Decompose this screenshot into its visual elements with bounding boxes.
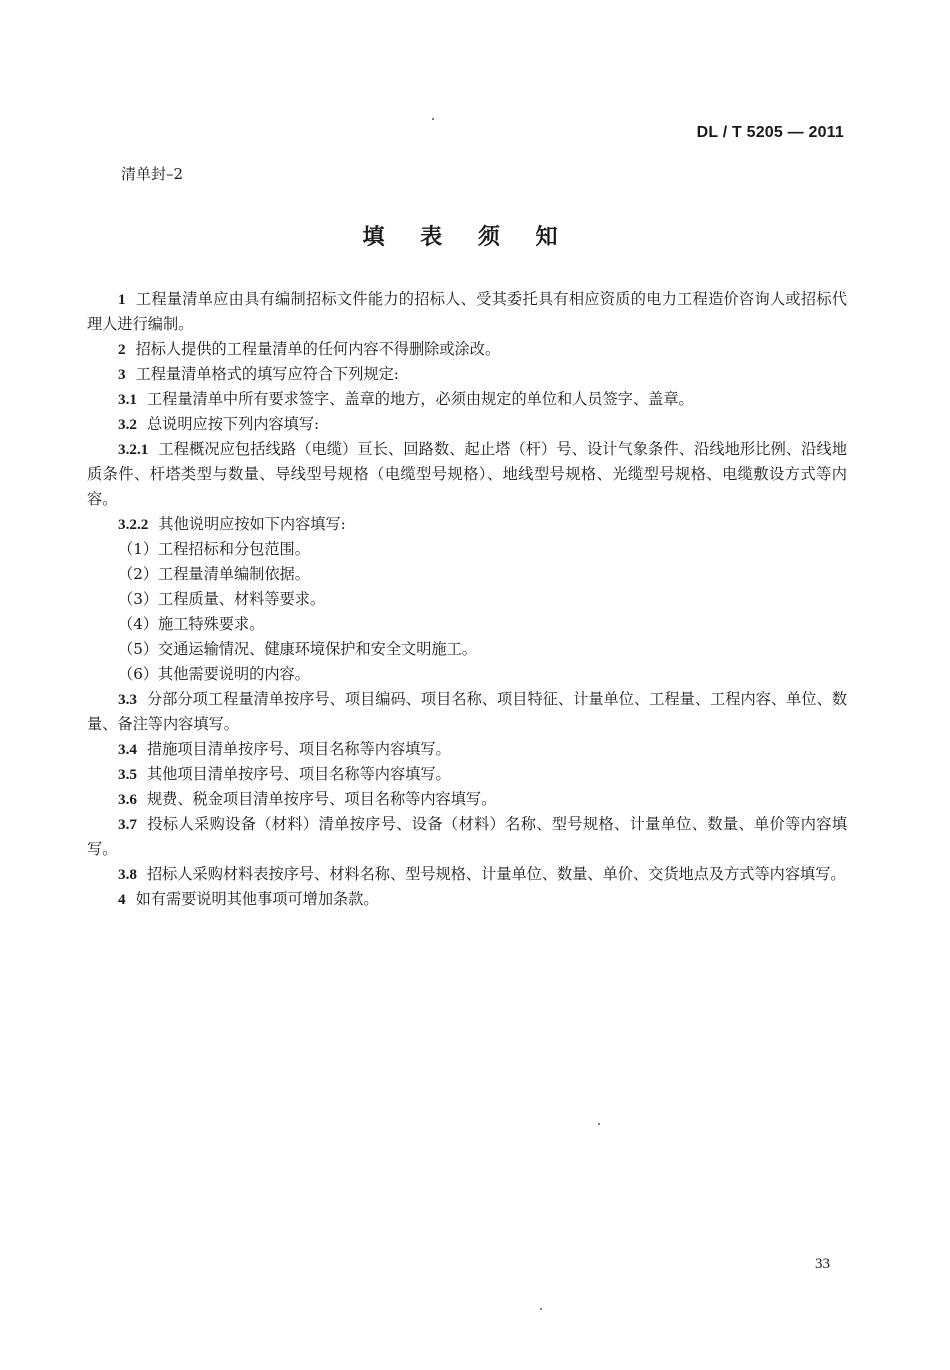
scan-speck <box>432 118 434 120</box>
list-item-text: （3）工程质量、材料等要求。 <box>118 590 326 608</box>
list-item-text: （6）其他需要说明的内容。 <box>118 665 310 683</box>
clause-number: 1 <box>118 291 126 308</box>
clause-text: 工程量清单应由具有编制招标文件能力的招标人、受其委托具有相应资质的电力工程造价咨询人或招标代理人进行编制。 <box>87 290 847 333</box>
form-label: 清单封–2 <box>121 165 184 183</box>
paragraph-1 <box>87 287 847 337</box>
clause-number: 3.3 <box>118 691 137 708</box>
clause-number: 2 <box>118 341 126 358</box>
list-item-text: （1）工程招标和分包范围。 <box>118 540 310 558</box>
list-item-4 <box>87 612 847 637</box>
clause-text: 其他项目清单按序号、项目名称等内容填写。 <box>146 765 451 783</box>
clause-text: 其他说明应按如下内容填写: <box>158 515 346 533</box>
scan-speck <box>540 1308 542 1310</box>
paragraph-3-2-1 <box>87 437 847 512</box>
page-title: 填 表 须 知 <box>362 225 572 250</box>
paragraph-3-5 <box>87 762 847 787</box>
paragraph-3-6 <box>87 787 847 812</box>
clause-text: 工程量清单格式的填写应符合下列规定: <box>135 365 399 383</box>
clause-number: 3.5 <box>118 766 137 783</box>
paragraph-3-2-2 <box>87 512 847 537</box>
list-item-3 <box>87 587 847 612</box>
clause-number: 3.2.1 <box>118 441 149 458</box>
clause-number: 4 <box>118 891 126 908</box>
paragraph-3-2 <box>87 412 847 437</box>
list-item-text: （2）工程量清单编制依据。 <box>118 565 310 583</box>
paragraph-3-7 <box>87 812 847 862</box>
list-item-text: （5）交通运输情况、健康环境保护和安全文明施工。 <box>118 640 477 658</box>
list-item-text: （4）施工特殊要求。 <box>118 615 265 633</box>
clause-text: 工程量清单中所有要求签字、盖章的地方，必须由规定的单位和人员签字、盖章。 <box>146 390 694 408</box>
instructions-body <box>87 287 847 912</box>
paragraph-3-8 <box>87 862 847 887</box>
clause-number: 3.2.2 <box>118 516 149 533</box>
list-item-5 <box>87 637 847 662</box>
paragraph-2 <box>87 337 847 362</box>
clause-text: 如有需要说明其他事项可增加条款。 <box>135 890 379 908</box>
list-item-6 <box>87 662 847 687</box>
clause-text: 招标人采购材料表按序号、材料名称、型号规格、计量单位、数量、单价、交货地点及方式等内容填写。 <box>146 865 846 883</box>
clause-number: 3.8 <box>118 866 137 883</box>
paragraph-3-1 <box>87 387 847 412</box>
clause-number: 3.2 <box>118 416 137 433</box>
clause-text: 投标人采购设备（材料）清单按序号、设备（材料）名称、型号规格、计量单位、数量、单价等内容填写。 <box>87 815 847 858</box>
scan-speck <box>598 1123 600 1125</box>
list-item-1 <box>87 537 847 562</box>
paragraph-3-4 <box>87 737 847 762</box>
paragraph-3-3 <box>87 687 847 737</box>
standard-code: DL / T 5205 — 2011 <box>696 124 844 141</box>
clause-text: 分部分项工程量清单按序号、项目编码、项目名称、项目特征、计量单位、工程量、工程内容、单位、数量、备注等内容填写。 <box>87 690 847 733</box>
clause-number: 3.1 <box>118 391 137 408</box>
clause-text: 规费、税金项目清单按序号、项目名称等内容填写。 <box>146 790 497 808</box>
paragraph-4 <box>87 887 847 912</box>
clause-text: 措施项目清单按序号、项目名称等内容填写。 <box>146 740 451 758</box>
clause-number: 3.7 <box>118 816 137 833</box>
clause-text: 招标人提供的工程量清单的任何内容不得删除或涂改。 <box>135 340 501 358</box>
list-item-2 <box>87 562 847 587</box>
page-number: 33 <box>815 1256 830 1272</box>
paragraph-3 <box>87 362 847 387</box>
clause-number: 3.6 <box>118 791 137 808</box>
clause-text: 工程概况应包括线路（电缆）亘长、回路数、起止塔（杆）号、设计气象条件、沿线地形比例、沿线地质条件、杆塔类型与数量、导线型号规格（电缆型号规格）、地线型号规格、光缆型号规格、电缆敷设方式等内容。 <box>87 440 847 508</box>
clause-number: 3 <box>118 366 126 383</box>
clause-text: 总说明应按下列内容填写: <box>146 415 320 433</box>
clause-number: 3.4 <box>118 741 137 758</box>
